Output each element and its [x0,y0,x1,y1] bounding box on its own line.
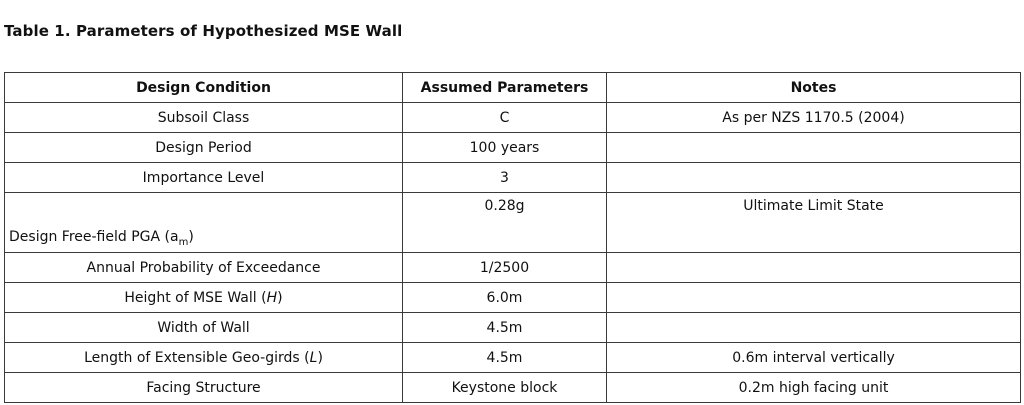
table-header-row [5,73,1021,103]
header-design-condition: Design Condition [5,73,403,103]
cell-parameter: 4.5m [403,313,607,343]
cell-notes [607,253,1021,283]
cell-notes [607,163,1021,193]
cell-parameter: 100 years [403,133,607,163]
cell-condition: Annual Probability of Exceedance [5,253,403,283]
cell-condition: Subsoil Class [5,103,403,133]
cell-condition: Width of Wall [5,313,403,343]
cell-condition [5,193,403,253]
condition-symbol: H [266,289,278,306]
cell-parameter: 4.5m [403,343,607,373]
cell-notes [607,283,1021,313]
table-row [5,133,1021,163]
table-row [5,373,1021,403]
cell-parameter: Keystone block [403,373,607,403]
cell-parameter: 3 [403,163,607,193]
condition-close: ) [188,229,194,246]
cell-condition: Importance Level [5,163,403,193]
parameters-table [4,72,1021,403]
condition-symbol: L [309,349,318,366]
cell-condition: Height of MSE Wall (H) [5,283,403,313]
cell-parameter: 6.0m [403,283,607,313]
cell-condition: Design Period [5,133,403,163]
cell-notes [607,133,1021,163]
table-row [5,193,1021,253]
table-row [5,343,1021,373]
cell-condition: Length of Extensible Geo-girds (L) [5,343,403,373]
header-assumed-parameters: Assumed Parameters [403,73,607,103]
cell-notes: 0.2m high facing unit [607,373,1021,403]
cell-notes: As per NZS 1170.5 (2004) [607,103,1021,133]
cell-condition: Facing Structure [5,373,403,403]
table-row [5,253,1021,283]
condition-text: Height of MSE Wall [124,289,257,306]
condition-subscript: m [178,237,189,248]
cell-notes: Ultimate Limit State [607,193,1021,253]
condition-text: Length of Extensible Geo-girds [84,349,300,366]
cell-parameter: C [403,103,607,133]
cell-notes [607,313,1021,343]
table-row [5,313,1021,343]
header-notes: Notes [607,73,1021,103]
condition-symbol: (a [164,229,179,246]
condition-text: Design Free-field PGA [9,229,161,246]
table-caption: Table 1. Parameters of Hypothesized MSE Wall [4,22,403,40]
cell-notes: 0.6m interval vertically [607,343,1021,373]
cell-parameter: 0.28g [403,193,607,253]
cell-parameter: 1/2500 [403,253,607,283]
table-row [5,283,1021,313]
table-row [5,163,1021,193]
table-row [5,103,1021,133]
